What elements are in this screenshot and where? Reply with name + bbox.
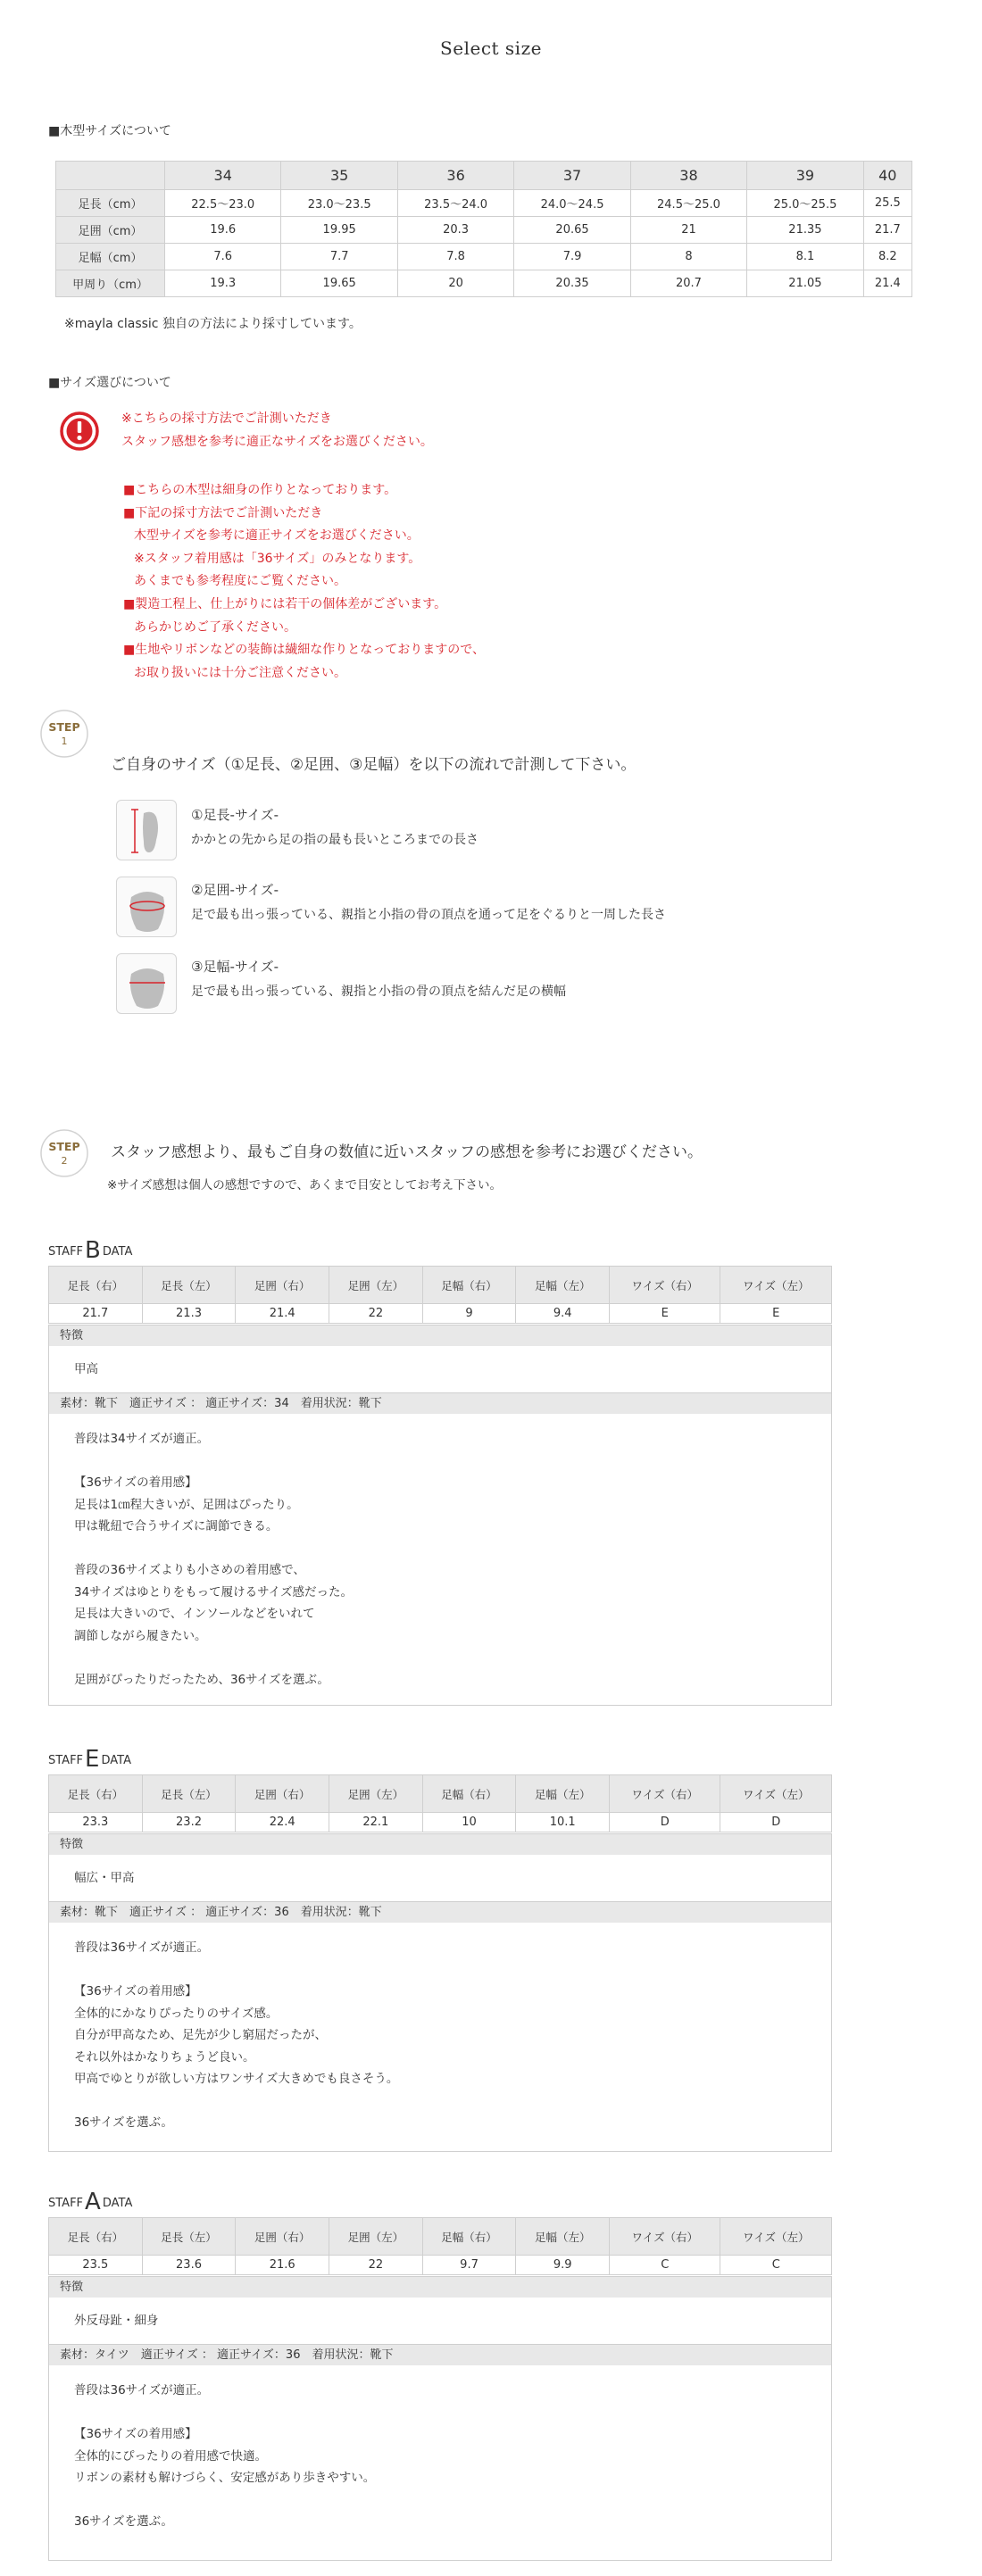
staff-heading-suffix: DATA xyxy=(102,1245,133,1259)
staff-table-value-cell: 22 xyxy=(329,2256,423,2275)
step-1-text: ご自身のサイズ（①足長、②足囲、③足幅）を以下の流れで計測して下さい。 xyxy=(111,756,637,774)
staff-table-header-cell: 足幅（右） xyxy=(422,2218,516,2256)
wood-size-cell: 19.95 xyxy=(281,217,397,244)
staff-table-value-cell: 23.2 xyxy=(142,1813,236,1832)
staff-table-value-cell: 22.1 xyxy=(329,1813,423,1832)
wood-size-cell: 7.9 xyxy=(514,244,630,270)
staff-heading-prefix: STAFF xyxy=(48,1245,84,1259)
wood-size-cell: 20.7 xyxy=(630,270,746,297)
staff-table-value-cell: 10 xyxy=(422,1813,516,1832)
wood-size-cell: 20.65 xyxy=(514,217,630,244)
size-point-line: ■製造工程上、仕上がりには若干の個体差がございます。 xyxy=(123,597,447,611)
staff-table-value-cell: C xyxy=(720,2256,832,2275)
wood-size-row-label: 足囲（cm） xyxy=(56,217,165,244)
staff-table-value-cell: C xyxy=(610,2256,720,2275)
staff-heading-letter: B xyxy=(85,1237,101,1264)
staff-e-table xyxy=(48,1774,832,1832)
size-point-line: ■下記の採寸方法でご計測いただき xyxy=(123,505,323,520)
staff-table-value-row xyxy=(49,1304,832,1324)
staff-table-value-cell: 22.4 xyxy=(236,1813,329,1832)
wood-size-cell: 7.8 xyxy=(397,244,513,270)
step-2-text: スタッフ感想より、最もご自身の数値に近いスタッフの感想を参考にお選びください。 xyxy=(111,1143,703,1161)
staff-table-value-cell: 9.7 xyxy=(422,2256,516,2275)
size-point-line: あくまでも参考程度にご覧ください。 xyxy=(134,574,346,589)
staff-table-value-cell: D xyxy=(610,1813,720,1832)
staff-table-header-row xyxy=(49,1775,832,1813)
staff-table-value-cell: 21.6 xyxy=(236,2256,329,2275)
wood-size-cell: 24.0～24.5 xyxy=(514,190,630,217)
staff-b-details xyxy=(48,1325,832,1706)
wood-size-cell: 8.1 xyxy=(747,244,863,270)
size-warning-line-1: ※こちらの採寸方法でご計測いただき xyxy=(121,411,332,426)
staff-table-header-cell: 足長（右） xyxy=(49,1775,143,1813)
staff-heading-letter: E xyxy=(85,1746,100,1773)
staff-table-header-cell: 足幅（右） xyxy=(422,1267,516,1304)
wood-size-row xyxy=(56,270,912,297)
staff-table-header-cell: ワイズ（左） xyxy=(720,1775,832,1813)
staff-table-value-cell: 23.3 xyxy=(49,1813,143,1832)
staff-table-value-cell: 21.4 xyxy=(236,1304,329,1324)
staff-table-value-row xyxy=(49,1813,832,1832)
staff-table-header-cell: 足幅（右） xyxy=(422,1775,516,1813)
wood-size-cell: 25.0～25.5 xyxy=(747,190,863,217)
size-warning-line-2: スタッフ感想を参考に適正なサイズをお選びください。 xyxy=(121,435,433,449)
staff-table-value-cell: 9 xyxy=(422,1304,516,1324)
staff-table-header-cell: ワイズ（左） xyxy=(720,1267,832,1304)
staff-table-value-cell: D xyxy=(720,1813,832,1832)
wood-size-row xyxy=(56,190,912,217)
staff-b-heading xyxy=(48,1237,132,1264)
foot-width-icon xyxy=(116,953,177,1014)
wood-size-col-40: 40 xyxy=(863,162,911,190)
wood-size-cell: 22.5～23.0 xyxy=(165,190,281,217)
staff-table-value-cell: 21.3 xyxy=(142,1304,236,1324)
staff-feature-value: 甲高 xyxy=(74,1362,98,1376)
step-1-badge-num: 1 xyxy=(61,735,68,747)
staff-table-header-cell: 足長（左） xyxy=(142,1267,236,1304)
staff-e-details xyxy=(48,1833,832,2152)
staff-table-header-cell: 足長（右） xyxy=(49,2218,143,2256)
foot-length-desc: かかとの先から足の指の最も長いところまでの長さ xyxy=(191,833,479,847)
staff-heading-suffix: DATA xyxy=(102,2197,133,2210)
staff-comment: 普段は36サイズが適正。 【36サイズの着用感】 全体的にぴったりの着用感で快適。 リボンの素材も解けづらく、安定感があり歩きやすい。 36サイズを選ぶ。 xyxy=(74,2383,376,2529)
wood-size-col-38: 38 xyxy=(630,162,746,190)
warning-icon xyxy=(59,411,100,452)
foot-width-title: ③足幅-サイズ- xyxy=(191,959,279,975)
staff-table-header-cell: ワイズ（左） xyxy=(720,2218,832,2256)
wood-size-cell: 23.0～23.5 xyxy=(281,190,397,217)
step-2-badge xyxy=(39,1128,93,1178)
staff-table-value-row xyxy=(49,2256,832,2275)
wood-size-row xyxy=(56,217,912,244)
staff-table-value-cell: 21.7 xyxy=(49,1304,143,1324)
wood-size-cell: 7.6 xyxy=(165,244,281,270)
staff-feature-label: 特徴 xyxy=(49,1833,831,1855)
staff-table-value-cell: 9.9 xyxy=(516,2256,610,2275)
wood-size-cell: 20.3 xyxy=(397,217,513,244)
wood-size-col-36: 36 xyxy=(397,162,513,190)
wood-size-corner-cell xyxy=(56,162,165,190)
staff-table-header-cell: 足囲（右） xyxy=(236,2218,329,2256)
staff-table-header-cell: 足幅（左） xyxy=(516,1267,610,1304)
wood-size-note: ※mayla classic 独自の方法により採寸しています。 xyxy=(64,317,362,331)
wood-size-cell: 20 xyxy=(397,270,513,297)
staff-feature-label: 特徴 xyxy=(49,1325,831,1346)
staff-heading-suffix: DATA xyxy=(101,1754,131,1767)
wood-size-row xyxy=(56,244,912,270)
staff-table-header-cell: 足囲（右） xyxy=(236,1267,329,1304)
wood-size-row-label: 足幅（cm） xyxy=(56,244,165,270)
foot-girth-title: ②足囲-サイズ- xyxy=(191,882,279,898)
staff-table-value-cell: 23.6 xyxy=(142,2256,236,2275)
staff-a-table xyxy=(48,2217,832,2275)
staff-table-header-cell: 足囲（右） xyxy=(236,1775,329,1813)
size-point-line: ※スタッフ着用感は「36サイズ」のみとなります。 xyxy=(134,551,421,566)
wood-size-cell: 21.4 xyxy=(863,270,911,297)
staff-table-header-cell: 足長（左） xyxy=(142,2218,236,2256)
size-point-line: お取り扱いには十分ご注意ください。 xyxy=(134,665,346,680)
staff-table-header-cell: ワイズ（右） xyxy=(610,2218,720,2256)
wood-size-cell: 21.7 xyxy=(863,217,911,244)
staff-table-header-cell: 足幅（左） xyxy=(516,1775,610,1813)
wood-size-cell: 25.5 xyxy=(863,190,911,217)
staff-feature-value: 幅広・甲高 xyxy=(74,1871,135,1885)
staff-e-heading xyxy=(48,1746,131,1773)
wood-size-cell: 19.3 xyxy=(165,270,281,297)
staff-heading-letter: A xyxy=(85,2189,101,2215)
wood-size-cell: 19.65 xyxy=(281,270,397,297)
staff-comment: 普段は34サイズが適正。 【36サイズの着用感】 足長は1㎝程大きいが、足囲はぴったり。 甲は靴紐で合うサイズに調節できる。 普段の36サイズよりも小さめの着用感で、 34サイズはゆとりをもって履けるサイズ感だった。 足長は大きいので、インソールなどをいれて 調節しながら履きたい。 足囲がぴったりだったため、36サイズを選ぶ。 xyxy=(74,1432,354,1687)
foot-width-desc: 足で最も出っ張っている、親指と小指の骨の頂点を結んだ足の横幅 xyxy=(191,985,566,999)
wood-size-col-34: 34 xyxy=(165,162,281,190)
staff-table-header-cell: 足囲（左） xyxy=(329,2218,423,2256)
staff-table-value-cell: E xyxy=(610,1304,720,1324)
foot-girth-icon xyxy=(116,877,177,937)
staff-b-table xyxy=(48,1266,832,1324)
page-title: Select size xyxy=(440,37,542,59)
step-2-subtext: ※サイズ感想は個人の感想ですので、あくまで目安としてお考え下さい。 xyxy=(107,1178,502,1192)
wood-size-cell: 21.05 xyxy=(747,270,863,297)
staff-table-header-cell: 足長（右） xyxy=(49,1267,143,1304)
size-point-line: 木型サイズを参考に適正サイズをお選びください。 xyxy=(134,528,420,544)
staff-table-header-row xyxy=(49,2218,832,2256)
wood-size-cell: 8 xyxy=(630,244,746,270)
size-point-line: ■生地やリボンなどの装飾は繊細な作りとなっておりますので、 xyxy=(123,643,485,658)
wood-size-cell: 8.2 xyxy=(863,244,911,270)
size-choice-heading: ■サイズ選びについて xyxy=(48,376,171,390)
wood-size-row-label: 甲周り（cm） xyxy=(56,270,165,297)
staff-table-header-row xyxy=(49,1267,832,1304)
staff-heading-prefix: STAFF xyxy=(48,2197,84,2210)
wood-size-col-35: 35 xyxy=(281,162,397,190)
staff-material-bar: 素材：靴下 適正サイズ ： 適正サイズ：36 着用状況：靴下 xyxy=(49,1901,831,1923)
staff-material-bar: 素材：タイツ 適正サイズ ： 適正サイズ：36 着用状況：靴下 xyxy=(49,2344,831,2365)
wood-size-header-row xyxy=(56,162,912,190)
step-1-badge-word: STEP xyxy=(48,720,80,734)
staff-table-value-cell: E xyxy=(720,1304,832,1324)
staff-table-value-cell: 9.4 xyxy=(516,1304,610,1324)
wood-size-cell: 19.6 xyxy=(165,217,281,244)
wood-size-row-label: 足長（cm） xyxy=(56,190,165,217)
staff-a-details xyxy=(48,2276,832,2561)
step-1-badge xyxy=(39,709,93,759)
staff-table-header-cell: 足囲（左） xyxy=(329,1775,423,1813)
size-point-line: あらかじめご了承ください。 xyxy=(134,619,296,635)
foot-length-icon xyxy=(116,800,177,860)
wood-size-cell: 23.5～24.0 xyxy=(397,190,513,217)
foot-length-title: ①足長-サイズ- xyxy=(191,807,279,823)
staff-feature-label: 特徴 xyxy=(49,2276,831,2298)
wood-size-cell: 21 xyxy=(630,217,746,244)
staff-feature-value: 外反母趾・細身 xyxy=(74,2314,159,2328)
staff-material-bar: 素材：靴下 適正サイズ ： 適正サイズ：34 着用状況：靴下 xyxy=(49,1392,831,1414)
staff-table-header-cell: ワイズ（右） xyxy=(610,1775,720,1813)
staff-heading-prefix: STAFF xyxy=(48,1754,84,1767)
staff-table-header-cell: 足幅（左） xyxy=(516,2218,610,2256)
size-point-line: ■こちらの木型は細身の作りとなっております。 xyxy=(123,483,397,497)
staff-comment: 普段は36サイズが適正。 【36サイズの着用感】 全体的にかなりぴったりのサイズ感。 自分が甲高なため、足先が少し窮屈だったが、 それ以外はかなりちょうど良い。 甲高でゆとりが欲しい方はワンサイズ大きめでも良さそう。 36サイズを選ぶ。 xyxy=(74,1940,399,2130)
wood-size-cell: 21.35 xyxy=(747,217,863,244)
wood-size-cell: 20.35 xyxy=(514,270,630,297)
wood-size-cell: 7.7 xyxy=(281,244,397,270)
wood-size-heading: ■木型サイズについて xyxy=(48,124,171,138)
staff-a-heading xyxy=(48,2189,132,2215)
wood-size-table xyxy=(55,161,912,297)
step-2-badge-num: 2 xyxy=(61,1155,68,1167)
wood-size-cell: 24.5～25.0 xyxy=(630,190,746,217)
foot-girth-desc: 足で最も出っ張っている、親指と小指の骨の頂点を通って足をぐるりと一周した長さ xyxy=(191,908,666,922)
staff-table-header-cell: ワイズ（右） xyxy=(610,1267,720,1304)
staff-table-value-cell: 10.1 xyxy=(516,1813,610,1832)
wood-size-col-39: 39 xyxy=(747,162,863,190)
staff-table-header-cell: 足長（左） xyxy=(142,1775,236,1813)
wood-size-body xyxy=(56,190,912,297)
staff-table-header-cell: 足囲（左） xyxy=(329,1267,423,1304)
wood-size-col-37: 37 xyxy=(514,162,630,190)
staff-table-value-cell: 23.5 xyxy=(49,2256,143,2275)
step-2-badge-word: STEP xyxy=(48,1140,80,1153)
staff-table-value-cell: 22 xyxy=(329,1304,423,1324)
